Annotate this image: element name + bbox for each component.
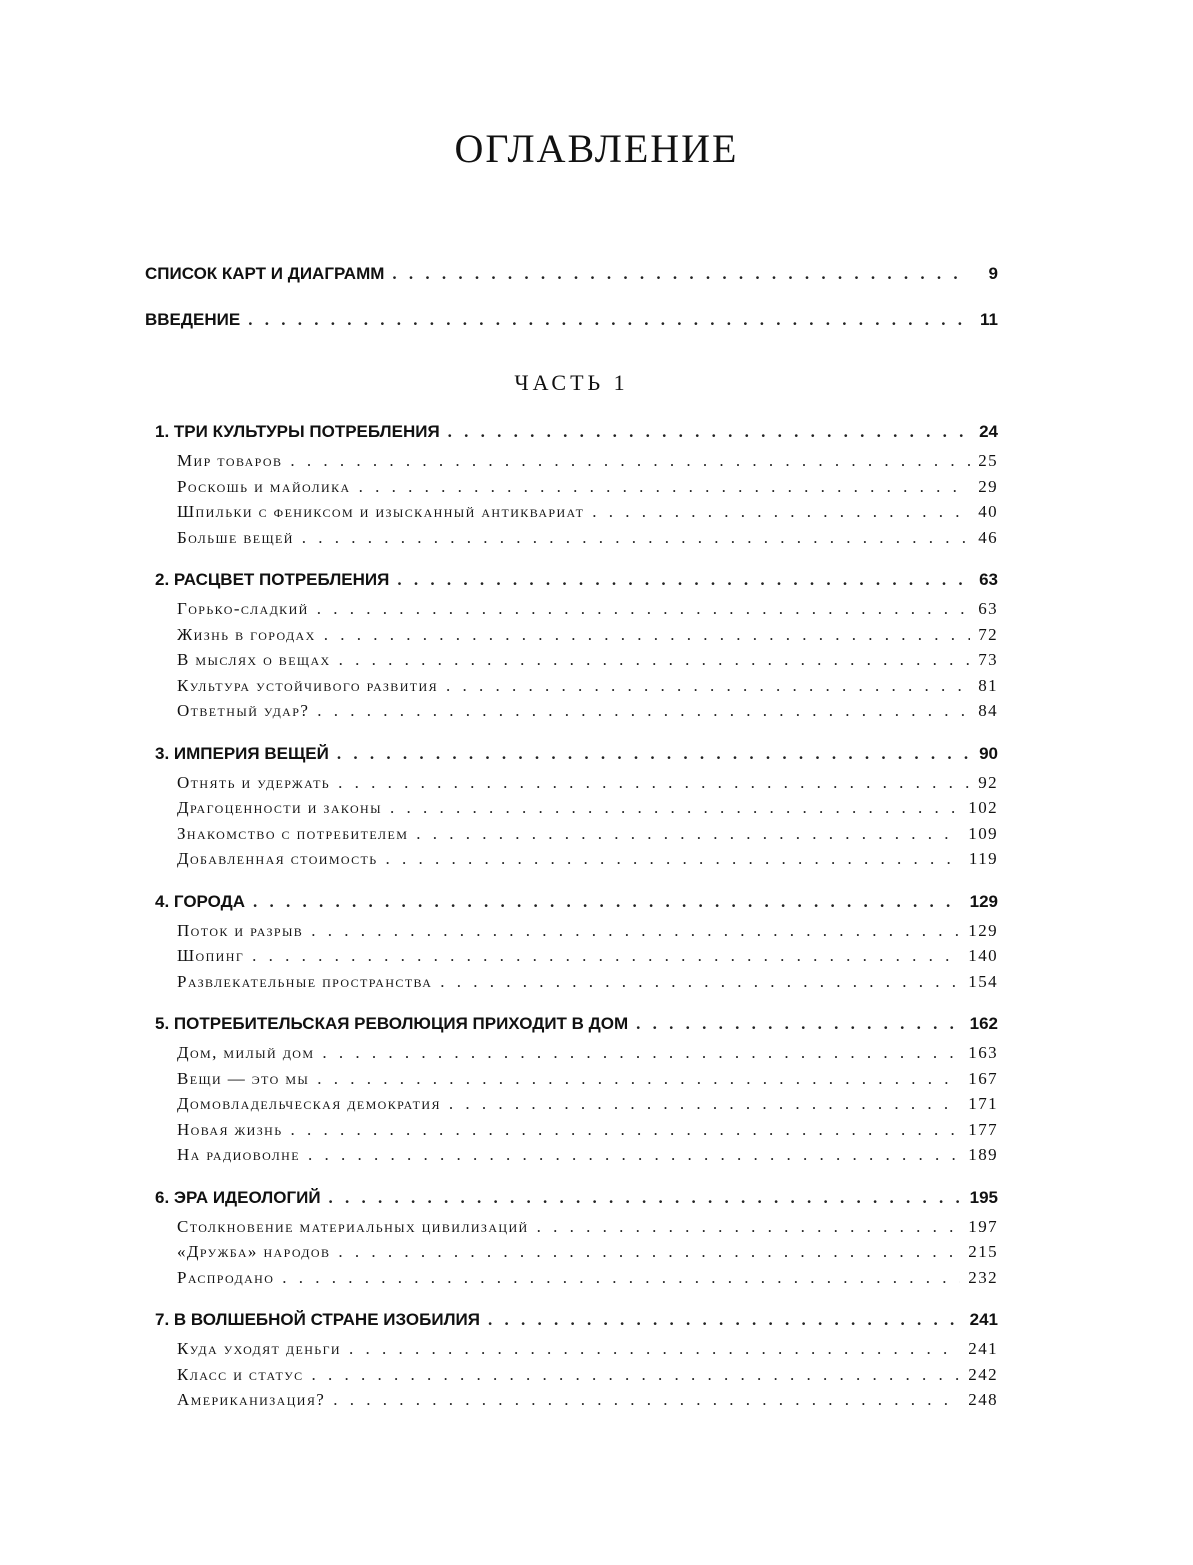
- entry-page: 119: [968, 849, 998, 868]
- dot-leader: [592, 502, 970, 522]
- dot-leader: [312, 1365, 961, 1385]
- chapter-group: [145, 744, 998, 875]
- entry-page: 109: [968, 823, 998, 843]
- entry-page: 11: [980, 310, 998, 329]
- toc-section-entry[interactable]: [145, 849, 998, 875]
- toc-section-entry[interactable]: [145, 1094, 998, 1120]
- dot-leader: [339, 650, 970, 670]
- toc-chapter-entry[interactable]: [145, 1310, 998, 1339]
- toc-section-entry[interactable]: [145, 451, 998, 477]
- entry-label: Шпильки с фениксом и изысканный антиквариат: [177, 502, 585, 521]
- entry-label: Новая жизнь: [177, 1119, 283, 1139]
- entry-label: Американизация?: [177, 1390, 326, 1409]
- dot-leader: [386, 849, 961, 869]
- entry-label: Поток и разрыв: [177, 920, 304, 940]
- dot-leader: [253, 892, 962, 912]
- dot-leader: [392, 264, 970, 284]
- entry-page: 162: [969, 1014, 998, 1033]
- dot-leader: [317, 599, 970, 619]
- entry-label: 7. В ВОЛШЕБНОЙ СТРАНЕ ИЗОБИЛИЯ: [155, 1310, 480, 1329]
- entry-label: В мыслях о вещах: [177, 650, 331, 669]
- entry-page: 90: [979, 743, 998, 763]
- entry-page: 189: [968, 1145, 998, 1164]
- entry-label: Отнять и удержать: [177, 772, 331, 792]
- entry-page: 197: [968, 1216, 998, 1236]
- dot-leader: [317, 701, 970, 721]
- dot-leader: [308, 1145, 960, 1165]
- entry-page: 215: [968, 1242, 998, 1261]
- entry-page: 167: [968, 1068, 998, 1088]
- entry-label: Культура устойчивого развития: [177, 675, 438, 695]
- toc-section-entry[interactable]: [145, 650, 998, 676]
- toc-section-entry[interactable]: [145, 625, 998, 651]
- dot-leader: [282, 1268, 960, 1288]
- toc-section-entry[interactable]: [145, 773, 998, 799]
- entry-label: Ответный удар?: [177, 701, 310, 720]
- entry-page: 73: [978, 650, 998, 669]
- entry-label: «Дружба» народов: [177, 1242, 331, 1261]
- entry-label: Домовладельческая демократия: [177, 1094, 441, 1113]
- toc-section-entry[interactable]: [145, 1043, 998, 1069]
- dot-leader: [349, 1339, 960, 1359]
- entry-page: 40: [978, 502, 998, 521]
- dot-leader: [329, 1188, 962, 1208]
- entry-page: 242: [968, 1364, 998, 1384]
- dot-leader: [440, 972, 960, 992]
- dot-leader: [537, 1217, 961, 1237]
- entry-page: 81: [978, 675, 998, 695]
- toc-section-entry[interactable]: [145, 1242, 998, 1268]
- chapter-group: [145, 570, 998, 727]
- dot-leader: [636, 1014, 961, 1034]
- entry-page: 232: [968, 1267, 998, 1287]
- entry-page: 24: [979, 422, 998, 441]
- entry-label: Развлекательные пространства: [177, 971, 433, 991]
- entry-page: 195: [969, 1187, 998, 1207]
- toc-section-entry[interactable]: [145, 528, 998, 554]
- entry-page: 241: [969, 1310, 998, 1329]
- dot-leader: [252, 946, 960, 966]
- dot-leader: [291, 1120, 961, 1140]
- chapter-group: [145, 1188, 998, 1294]
- dot-leader: [416, 824, 960, 844]
- chapter-group: [145, 1310, 998, 1416]
- entry-page: 92: [978, 772, 998, 792]
- dot-leader: [302, 528, 970, 548]
- dot-leader: [338, 1242, 960, 1262]
- entry-label: 2. РАСЦВЕТ ПОТРЕБЛЕНИЯ: [155, 570, 390, 589]
- toc-chapter-entry[interactable]: [145, 570, 998, 599]
- toc-section-entry[interactable]: [145, 1120, 998, 1146]
- entry-label: Вещи — это мы: [177, 1068, 310, 1088]
- dot-leader: [290, 451, 970, 471]
- toc-section-entry[interactable]: [145, 599, 998, 625]
- entry-label: Мир товаров: [177, 451, 283, 470]
- toc-chapter-entry[interactable]: [145, 744, 998, 773]
- table-of-contents: [145, 264, 998, 1433]
- toc-section-entry[interactable]: [145, 1339, 998, 1365]
- entry-label: Роскошь и майолика: [177, 476, 351, 496]
- toc-section-entry[interactable]: [145, 477, 998, 503]
- entry-page: 241: [968, 1339, 998, 1358]
- entry-label: 4. ГОРОДА: [155, 891, 246, 911]
- entry-page: 171: [968, 1094, 998, 1113]
- toc-chapter-entry[interactable]: [145, 892, 998, 921]
- entry-page: 84: [978, 701, 998, 720]
- entry-label: Куда уходят деньги: [177, 1339, 341, 1358]
- toc-section-entry[interactable]: [145, 1365, 998, 1391]
- toc-section-entry[interactable]: [145, 972, 998, 998]
- chapter-group: [145, 1014, 998, 1171]
- toc-section-entry[interactable]: [145, 1145, 998, 1171]
- entry-label: Столкновение материальных цивилизаций: [177, 1216, 529, 1236]
- entry-label: Больше вещей: [177, 527, 294, 547]
- dot-leader: [324, 625, 970, 645]
- entry-page: 29: [978, 476, 998, 496]
- entry-page: 248: [968, 1390, 998, 1409]
- toc-section-entry[interactable]: [145, 1069, 998, 1095]
- entry-page: 163: [968, 1043, 998, 1062]
- entry-page: 129: [968, 920, 998, 940]
- entry-page: 9: [988, 264, 998, 283]
- dot-leader: [359, 477, 970, 497]
- entry-label: ВВЕДЕНИЕ: [145, 310, 241, 329]
- entry-label: Дом, милый дом: [177, 1043, 315, 1062]
- entry-label: СПИСОК КАРТ И ДИАГРАММ: [145, 264, 385, 283]
- toc-entry-introduction[interactable]: [145, 310, 998, 356]
- toc-section-entry[interactable]: [145, 1390, 998, 1416]
- toc-chapter-entry[interactable]: [145, 1014, 998, 1043]
- entry-label: Шопинг: [177, 946, 245, 965]
- entry-page: 154: [968, 971, 998, 991]
- chapter-list: [145, 422, 998, 1416]
- entry-page: 46: [978, 527, 998, 547]
- entry-page: 140: [968, 946, 998, 965]
- entry-label: 3. ИМПЕРИЯ ВЕЩЕЙ: [155, 743, 329, 763]
- dot-leader: [397, 570, 970, 590]
- toc-section-entry[interactable]: [145, 1217, 998, 1243]
- toc-section-entry[interactable]: [145, 701, 998, 727]
- entry-page: 102: [968, 798, 998, 817]
- dot-leader: [338, 773, 970, 793]
- chapter-group: [145, 892, 998, 998]
- entry-page: 63: [979, 570, 998, 589]
- toc-section-entry[interactable]: [145, 824, 998, 850]
- dot-leader: [446, 676, 970, 696]
- dot-leader: [449, 1094, 960, 1114]
- entry-label: Класс и статус: [177, 1364, 304, 1384]
- dot-leader: [248, 310, 970, 330]
- toc-section-entry[interactable]: [145, 676, 998, 702]
- toc-section-entry[interactable]: [145, 921, 998, 947]
- entry-label: 6. ЭРА ИДЕОЛОГИЙ: [155, 1187, 321, 1207]
- entry-page: 177: [968, 1119, 998, 1139]
- entry-label: Распродано: [177, 1267, 275, 1287]
- dot-leader: [488, 1310, 962, 1330]
- part-title: ЧАСТЬ 1: [514, 370, 629, 395]
- toc-section-entry[interactable]: [145, 1268, 998, 1294]
- toc-section-entry[interactable]: [145, 798, 998, 824]
- entry-page: 63: [978, 599, 998, 618]
- toc-chapter-entry[interactable]: [145, 1188, 998, 1217]
- dot-leader: [390, 798, 960, 818]
- dot-leader: [311, 921, 960, 941]
- dot-leader: [317, 1069, 960, 1089]
- chapter-group: [145, 422, 998, 553]
- dot-leader: [333, 1390, 960, 1410]
- toc-entry-list-of-maps[interactable]: [145, 264, 998, 310]
- entry-label: 1. ТРИ КУЛЬТУРЫ ПОТРЕБЛЕНИЯ: [155, 422, 440, 441]
- dot-leader: [448, 422, 970, 442]
- dot-leader: [337, 744, 970, 764]
- entry-label: Горько-сладкий: [177, 599, 309, 618]
- toc-section-entry[interactable]: [145, 502, 998, 528]
- entry-label: На радиоволне: [177, 1145, 300, 1164]
- entry-label: Знакомство с потребителем: [177, 823, 409, 843]
- entry-label: Драгоценности и законы: [177, 798, 382, 817]
- entry-label: Жизнь в городах: [177, 624, 316, 644]
- page-title: ОГЛАВЛЕНИЕ: [454, 125, 739, 171]
- dot-leader: [322, 1043, 960, 1063]
- entry-page: 72: [978, 624, 998, 644]
- entry-page: 25: [978, 451, 998, 470]
- toc-chapter-entry[interactable]: [145, 422, 998, 451]
- toc-section-entry[interactable]: [145, 946, 998, 972]
- entry-page: 129: [969, 891, 998, 911]
- entry-label: Добавленная стоимость: [177, 849, 378, 868]
- entry-label: 5. ПОТРЕБИТЕЛЬСКАЯ РЕВОЛЮЦИЯ ПРИХОДИТ В ДОМ: [155, 1014, 629, 1033]
